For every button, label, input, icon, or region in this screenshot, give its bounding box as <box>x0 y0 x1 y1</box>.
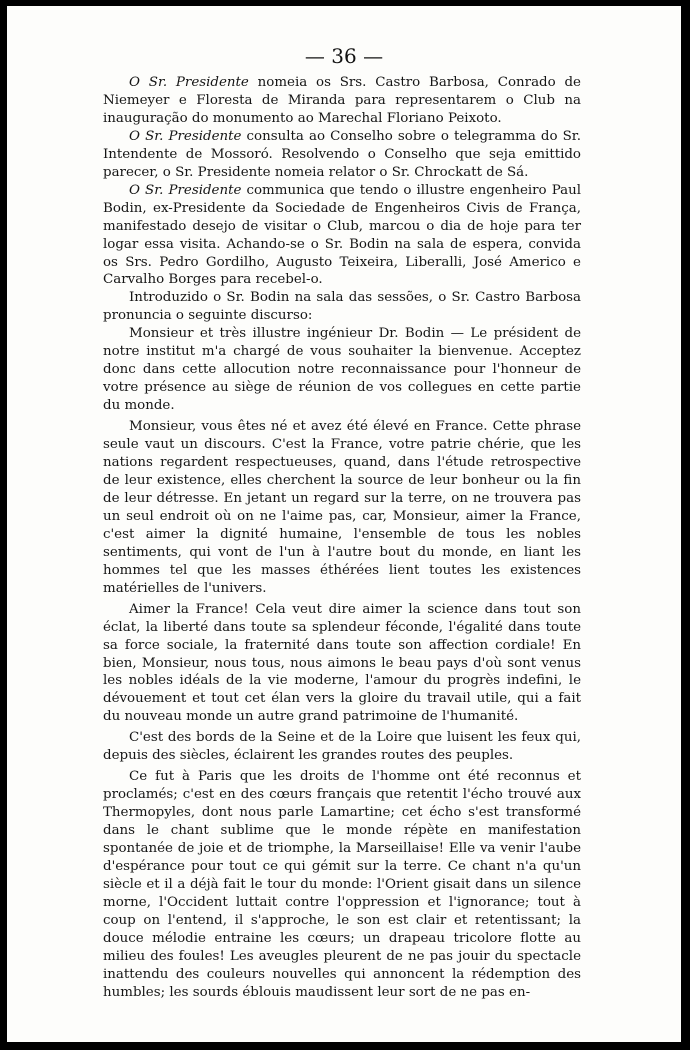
speaker-label: O Sr. Presidente <box>129 75 249 90</box>
paragraph-text: Introduzido o Sr. Bodin na sala das sessões, o Sr. Castro Barbosa pronuncia o seguinte discurso: <box>103 290 581 324</box>
paragraph <box>103 325 581 415</box>
paragraph <box>103 729 581 765</box>
paragraph <box>103 418 581 598</box>
speaker-label: O Sr. Presidente <box>129 128 242 144</box>
speaker-label: O Sr. Presidente <box>129 182 242 198</box>
page-body <box>103 74 581 1002</box>
document-page <box>7 6 681 1042</box>
paragraph-text: Monsieur et très illustre ingénieur Dr. Bodin — Le président de notre institut m'a chargé de vous souhaiter la bienvenue. Acceptez donc dans cette allocution notre reconnaissance pour l'honneur de votre présence au siège de réunion de vos collegues en cette partie du monde. <box>103 326 581 414</box>
paragraph <box>103 128 581 182</box>
paragraph <box>103 74 581 128</box>
paragraph-text: nomeia os Srs. Castro Barbosa, Conrado de Niemeyer e Floresta de Miranda para representarem o Club na inauguração do monumento ao Marechal Floriano Peixoto. <box>103 75 581 126</box>
page-number: — 36 — <box>304 44 384 68</box>
paragraph <box>103 289 581 325</box>
paragraph-text: consulta ao Conselho sobre o telegramma do Sr. Intendente de Mossoró. Resolvendo o Conselho que seja emittido parecer, o Sr. Presidente nomeia relator o Sr. Chrockatt de Sá. <box>103 128 581 180</box>
paragraph-text: communica que tendo o illustre engenheiro Paul Bodin, ex-Presidente da Sociedade de Engenheiros Civis de França, manifestado desejo de visitar o Club, marcou o dia de hoje para ter logar essa visita. Achando-se o Sr. Bodin na sala de espera, convida os Srs. Pedro Gordilho, Augusto Teixeira, Liberalli, José Americo e Carvalho Borges para recebel-o. <box>103 182 581 288</box>
paragraph <box>103 601 581 727</box>
paragraph <box>103 182 581 290</box>
paragraph <box>103 768 581 1001</box>
paragraph-text: Monsieur, vous êtes né et avez été élevé en France. Cette phrase seule vaut un discours. C'est la France, votre patrie chérie, que les nations regardent respectueuses, quand, dans l'étude retrospective de leur existence, elles cherchent la source de leur bonheur ou la fin de leur détresse. En jetant un regard sur la terre, on ne trouvera pas un seul endroit où on ne l'aime pas, car, Monsieur, aimer la France, c'est aimer la dignité humaine, l'ensemble de tous les nobles sentiments, qui vont de l'un à l'autre bout du monde, en liant les hommes tel que les masses éthérées lient toutes les existences matérielles de l'univers. <box>103 419 581 596</box>
paragraph-text: C'est des bords de la Seine et de la Loire que luisent les feux qui, depuis des siècles, éclairent les grandes routes des peuples. <box>103 730 581 764</box>
paragraph-text: Ce fut à Paris que les droits de l'homme ont été reconnus et proclamés; c'est en des cœurs français que retentit l'écho trouvé aux Thermopyles, dont nous parle Lamartine; cet écho s'est transformé dans le chant sublime que le monde répète en manifestation spontanée de joie et de triomphe, la Marseillaise! Elle va venir l'aube d'espérance pour tout ce qui gémit sur la terre. Ce chant n'a qu'un siècle et il a déjà fait le tour du monde: l'Orient gisait dans un silence morne, l'Occident luttait contre l'oppression et l'ignorance; tout à coup on l'entend, il s'approche, le son est clair et retentissant; la douce mélodie entraine les cœurs; un drapeau tricolore flotte au milieu des foules! Les aveugles pleurent de ne pas jouir du spectacle inattendu des couleurs nouvelles qui annoncent la rédemption des humbles; les sourds éblouis maudissent leur sort de ne pas en- <box>103 769 581 1000</box>
paragraph-text: Aimer la France! Cela veut dire aimer la science dans tout son éclat, la liberté dans toute sa splendeur féconde, l'égalité dans toute sa force sociale, la fraternité dans toute son affection cordiale! En bien, Monsieur, nous tous, nous aimons le beau pays d'où sont venus les nobles idéals de la vie moderne, l'amour du progrès indefini, le dévouement et tout cet élan vers la gloire du travail utile, qui a fait du nouveau monde un autre grand patrimoine de l'humanité. <box>103 601 581 725</box>
